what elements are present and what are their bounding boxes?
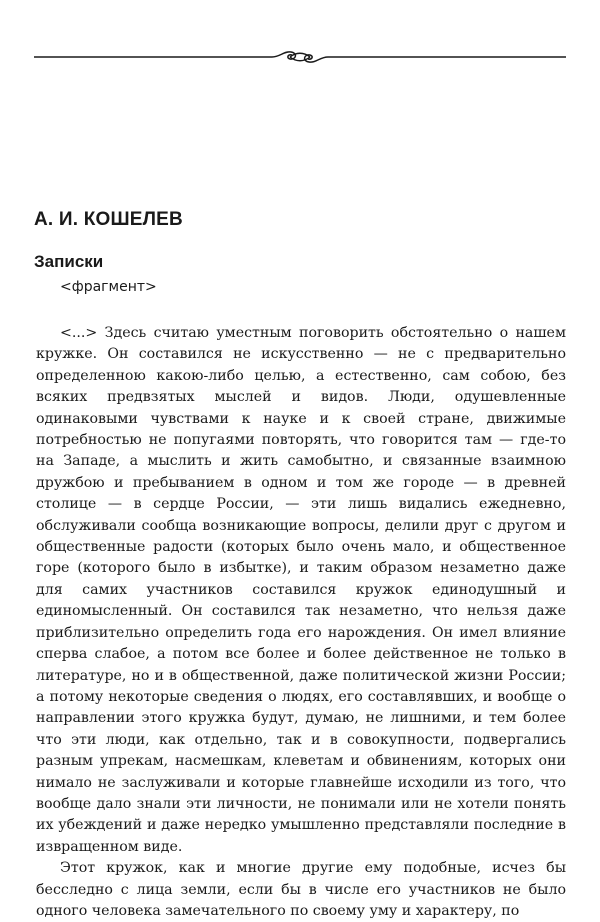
work-title: Записки [34,252,104,271]
paragraph: <...> Здесь считаю уместным поговорить обстоятельно о нашем кружке. Он составился не искусственно — не с предварительно определенною какою-либо целью, а естественно, сам собою, без всяких предвзятых мыслей и видов. Люди, одушевленные одинаковыми чувствами к науке и к своей стране, движимые потребностью не попугаями повторять, что говорится там — где-то на Западе, а мыслить и жить самобытно, и связанные взаимною дружбою и пребыванием в одном и том же городе — в древней столице — в сердце России, — эти лишь видались ежедневно, обслуживали сообща возникающие вопросы, делили друг с другом и общественные радости (которых было очень мало, и общественное горе (которого было в избытке), и таким образом незаметно даже для самих участников составился кружок единодушный и единомысленный. Он составился так незаметно, что нельзя даже приблизительно определить года его нарождения. Он имел влияние сперва слабое, а потом все более и более действенное не только в литературе, но и в общественной, даже политической жизни России; а потому некоторые сведения о людях, его составлявших, и вообще о направлении этого кружка будут, думаю, не лишними, и тем более что эти люди, как отдельно, так и в совокупности, подвергались разным упрекам, насмешкам, клеветам и обвинениям, которых они нимало не заслуживали и которые главнейше исходили из того, что вообще дало знали эти личности, не понимали или не хотели понять их убеждений и даже нередко умышленно представляли последние в извращенном виде. [36,325,566,855]
paragraph: Этот кружок, как и многие другие ему подобные, исчез бы бесследно с лица земли, если бы в числе его участников не было одного человека замечательного по своему уму и характеру, по [36,860,566,919]
scroll-ornament-icon [34,50,566,64]
fragment-note: <фрагмент> [60,279,157,295]
author-name: А. И. КОШЕЛЕВ [34,209,183,230]
body-text [36,323,566,922]
